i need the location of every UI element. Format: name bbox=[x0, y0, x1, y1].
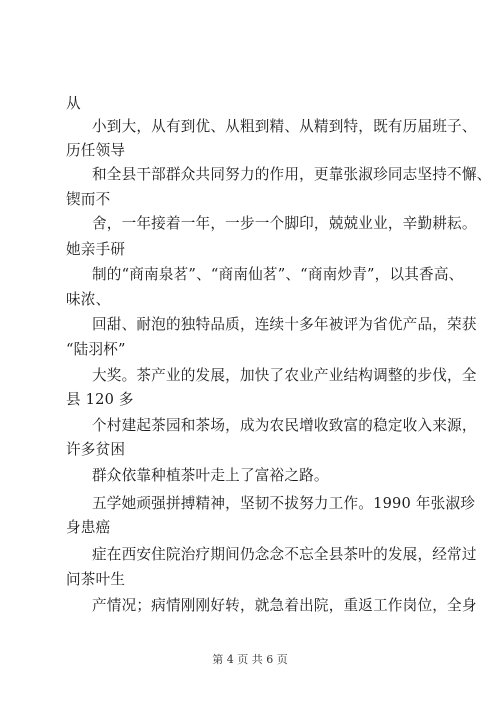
text-line: 群众依靠种植茶叶走上了富裕之路。 bbox=[92, 467, 329, 484]
text-line: 大奖。茶产业的发展，加快了农业产业结构调整的步伐，全 bbox=[92, 367, 477, 384]
text-line: 产情况；病情刚刚好转，就急着出院，重返工作岗位，全身 bbox=[92, 597, 477, 614]
text-line: 从 bbox=[66, 95, 81, 112]
text-line: “陆羽杯” bbox=[66, 341, 126, 358]
text-line: 许多贫困 bbox=[66, 441, 126, 458]
text-line: 舍，一年接着一年，一步一个脚印，兢兢业业，辛勤耕耘。 bbox=[92, 215, 477, 232]
text-line: 历任领导 bbox=[66, 142, 126, 159]
text-line: 五学她顽强拼搏精神，坚韧不拔努力工作。1990 年张淑珍 bbox=[92, 495, 476, 512]
text-line: 她亲手研 bbox=[66, 241, 126, 258]
text-line: 回甜、耐泡的独特品质，连续十多年被评为省优产品，荣获 bbox=[92, 316, 477, 333]
text-line: 制的“商南泉茗”、“商南仙茗”、“商南炒青”，以其香高、 bbox=[92, 266, 464, 283]
text-line: 县 120 多 bbox=[66, 391, 134, 408]
text-line: 小到大，从有到优、从粗到精、从精到特，既有历届班子、 bbox=[92, 118, 477, 135]
text-line: 和全县干部群众共同努力的作用，更靠张淑珍同志坚持不懈、 bbox=[92, 166, 492, 183]
text-line: 问茶叶生 bbox=[66, 571, 126, 588]
page-footer: 第 4 页 共 6 页 bbox=[212, 653, 288, 666]
text-line: 症在西安住院治疗期间仍念念不忘全县茶叶的发展，经常过 bbox=[92, 546, 477, 563]
text-line: 锲而不 bbox=[66, 191, 111, 208]
text-line: 身患癌 bbox=[66, 519, 111, 536]
text-line: 个村建起茶园和茶场，成为农民增收致富的稳定收入来源， bbox=[92, 417, 477, 434]
text-line: 味浓、 bbox=[66, 291, 111, 308]
